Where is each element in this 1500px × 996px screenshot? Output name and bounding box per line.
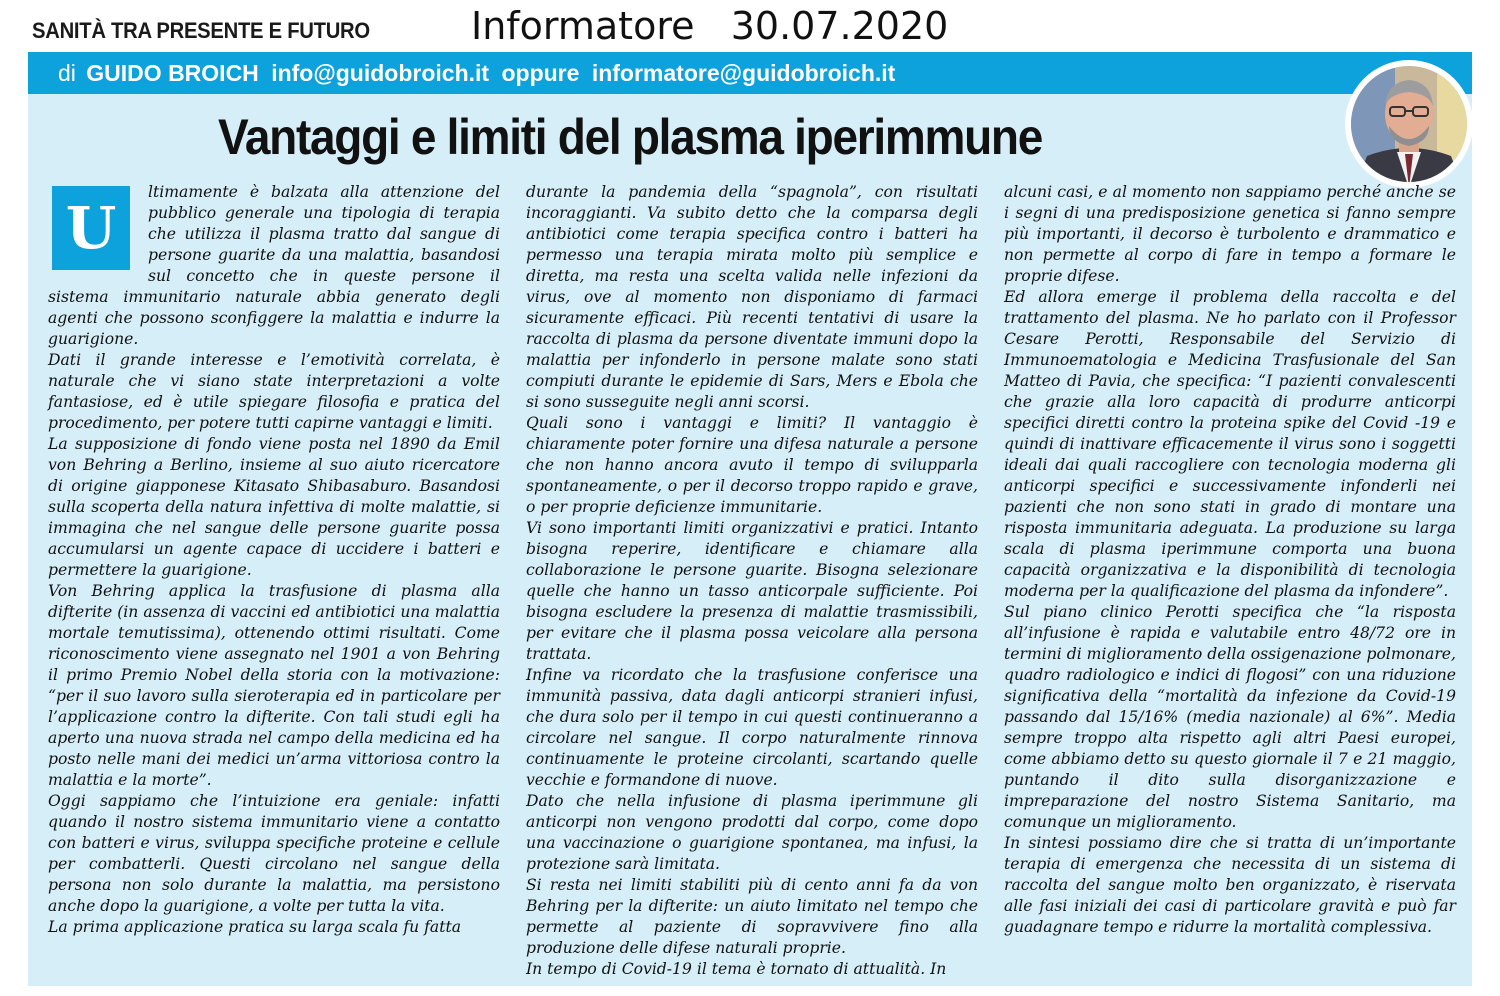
author-name: GUIDO BROICH <box>86 60 259 86</box>
byline-bar <box>28 52 1472 94</box>
byline <box>58 60 895 87</box>
byline-separator: oppure <box>501 60 580 86</box>
section-rubric: SANITÀ TRA PRESENTE E FUTURO <box>32 18 370 43</box>
paragraph: La supposizione di fondo viene posta nel 1890 da Emil von Behring a Berlino, insieme al suo aiuto ricercatore di origine giapponese Kitasato Shibasaburo. Basandosi sulla scoperta della natura infettiva di molte malattie, si immagina che nel sangue delle persone guarite possa accumularsi un agente capace di uccidere i batteri e permettere la guarigione. <box>48 435 500 579</box>
paragraph: La prima applicazione pratica su larga scala fu fatta <box>48 918 462 936</box>
article-column-2 <box>526 182 978 980</box>
source-date-label: Informatore 30.07.2020 <box>471 4 949 48</box>
byline-prefix: di <box>58 60 76 86</box>
author-email-primary[interactable]: info@guidobroich.it <box>271 60 490 86</box>
paragraph: Quali sono i vantaggi e limiti? Il vantaggio è chiaramente poter fornire una difesa naturale a persone che non hanno ancora avuto il tempo di svilupparla spontaneamente, o per il decorso troppo rapido e grave, o per proprie deficienze immunitarie. <box>526 414 978 516</box>
paragraph: Von Behring applica la trasfusione di plasma alla difterite (in assenza di vaccini ed antibiotici una malattia mortale temutissima), ottenendo ottimi risultati. Come riconoscimento viene assegnato nel 1901 a von Behring il primo Premio Nobel della storia con la motivazione: “per il suo lavoro sulla sieroterapia ed in particolare per l’applicazione contro la difterite. Con tali studi egli ha aperto una nuova strada nel campo della medicina ed ha posto nelle mani dei medici un’arma vittoriosa contro la malattia e la morte”. <box>48 582 500 789</box>
paragraph: In sintesi possiamo dire che si tratta di un’importante terapia di emergenza che necessita di un sistema di raccolta del sangue molto ben organizzato, è riservata alle fasi iniziali dei casi di particolare gravità e può far guadagnare tempo e ridurre la mortalità complessiva. <box>1004 834 1456 936</box>
paragraph: Sul piano clinico Perotti specifica che “la risposta all’infusione è rapida e valutabile entro 48/72 ore in termini di miglioramento della ossigenazione polmonare, quadro radiologico e indici di flogosi” con una riduzione significativa della “mortalità da infezione da Covid-19 passando dal 15/16% (media nazionale) al 6%”. Media sempre troppo alta rispetto agli altri Paesi europei, come abbiamo detto su questo giornale il 7 e 21 maggio, puntando il dito sulla disorganizzazione e impreparazione del nostro Sistema Sanitario, ma comunque un miglioramento. <box>1004 603 1456 831</box>
article-column-1 <box>48 182 500 938</box>
article-panel <box>28 52 1472 986</box>
paragraph: Dato che nella infusione di plasma iperimmune gli anticorpi non vengono prodotti dal corpo, come dopo una vaccinazione o guarigione spontanea, ma infusi, la protezione sarà limitata. <box>526 792 978 873</box>
paragraph: Dati il grande interesse e l’emotività correlata, è naturale che vi siano state interpretazioni a volte fantasiose, ed è utile spiegare filosofia e pratica del procedimento, per potere tutti capirne vantaggi e limiti. <box>48 351 500 432</box>
paragraph: Vi sono importanti limiti organizzativi e pratici. Intanto bisogna reperire, identificare e chiamare alla collaborazione le persone guarite. Bisogna selezionare quelle che hanno un tasso anticorpale sufficiente. Poi bisogna escludere la presenza di malattie trasmissibili, per evitare che il plasma possa veicolare alla persona trattata. <box>526 519 978 663</box>
paragraph: alcuni casi, e al momento non sappiamo perché anche se i segni di una predisposizione genetica si fanno sempre più importanti, il decorso è turbolento e drammatico e non permette al corpo di fare in tempo a formare le proprie difese. <box>1004 183 1456 285</box>
author-portrait-icon <box>1345 60 1473 188</box>
author-email-secondary[interactable]: informatore@guidobroich.it <box>591 60 896 86</box>
paragraph: Oggi sappiamo che l’intuizione era geniale: infatti quando il nostro sistema immunitario viene a contatto con batteri e virus, sviluppa specifiche proteine e cellule per combatterli. Questi circolano nel sangue della persona non solo durante la malattia, ma persistono anche dopo la guarigione, a volte per tutta la vita. <box>48 792 500 915</box>
paragraph: Si resta nei limiti stabiliti più di cento anni fa da von Behring per la difterite: un aiuto limitato nel tempo che permette al paziente di sopravvivere fino alla produzione delle difese naturali proprie. <box>526 876 978 957</box>
article-column-3 <box>1004 182 1456 938</box>
article-title: Vantaggi e limiti del plasma iperimmune <box>218 109 1043 165</box>
paragraph: Infine va ricordato che la trasfusione conferisce una immunità passiva, data dagli anticorpi stranieri infusi, che dura solo per il tempo in cui questi continueranno a circolare nel sangue. Il corpo naturalmente rinnova continuamente le proteine circolanti, scartando quelle vecchie e formandone di nuove. <box>526 666 978 789</box>
paragraph: Ed allora emerge il problema della raccolta e del trattamento del plasma. Ne ho parlato con il Professor Cesare Perotti, Responsabile del Servizio di Immunoematologia e Medicina Trasfusionale del San Matteo di Pavia, che specifica: “I pazienti convalescenti che grazie alla loro capacità di produrre anticorpi specifici diretti contro la proteina spike del Covid -19 e quindi di inattivare efficacemente il virus sono i soggetti ideali dai quali raccogliere con tecnologia moderna gli anticorpi specifici e successivamente infonderli nei pazienti che non sono stati in grado di montare una risposta immunitaria adeguata. La produzione su larga scala di plasma iperimmune comporta una buona capacità organizzativa e la disponibilità di tecnologia moderna per la qualificazione del plasma da infondere”. <box>1004 288 1456 600</box>
paragraph: ltimamente è balzata alla attenzione del pubblico generale una tipologia di terapia che utilizza il plasma tratto dal sangue di persone guarite da una malattia, basandosi sul concetto che in queste persone il sistema immunitario naturale abbia generato degli agenti che possono sconfiggere la malattia e indurre la guarigione. <box>48 183 500 348</box>
drop-cap: U <box>52 186 130 270</box>
paragraph: durante la pandemia della “spagnola”, con risultati incoraggianti. Va subito detto che la comparsa degli antibiotici come terapia specifica contro i batteri ha permesso una terapia mirata molto più semplice e diretta, ma resta una scelta valida nelle infezioni da virus, ove al momento non disponiamo di farmaci sicuramente efficaci. Più recenti tentativi di usare la raccolta di plasma da persone diventate immuni dopo la malattia per infonderlo in persone malate sono stati compiuti durante le epidemie di Sars, Mers e Ebola che si sono susseguite negli anni scorsi. <box>526 183 978 411</box>
author-photo <box>1345 60 1473 188</box>
paragraph: In tempo di Covid-19 il tema è tornato di attualità. In <box>526 960 947 978</box>
